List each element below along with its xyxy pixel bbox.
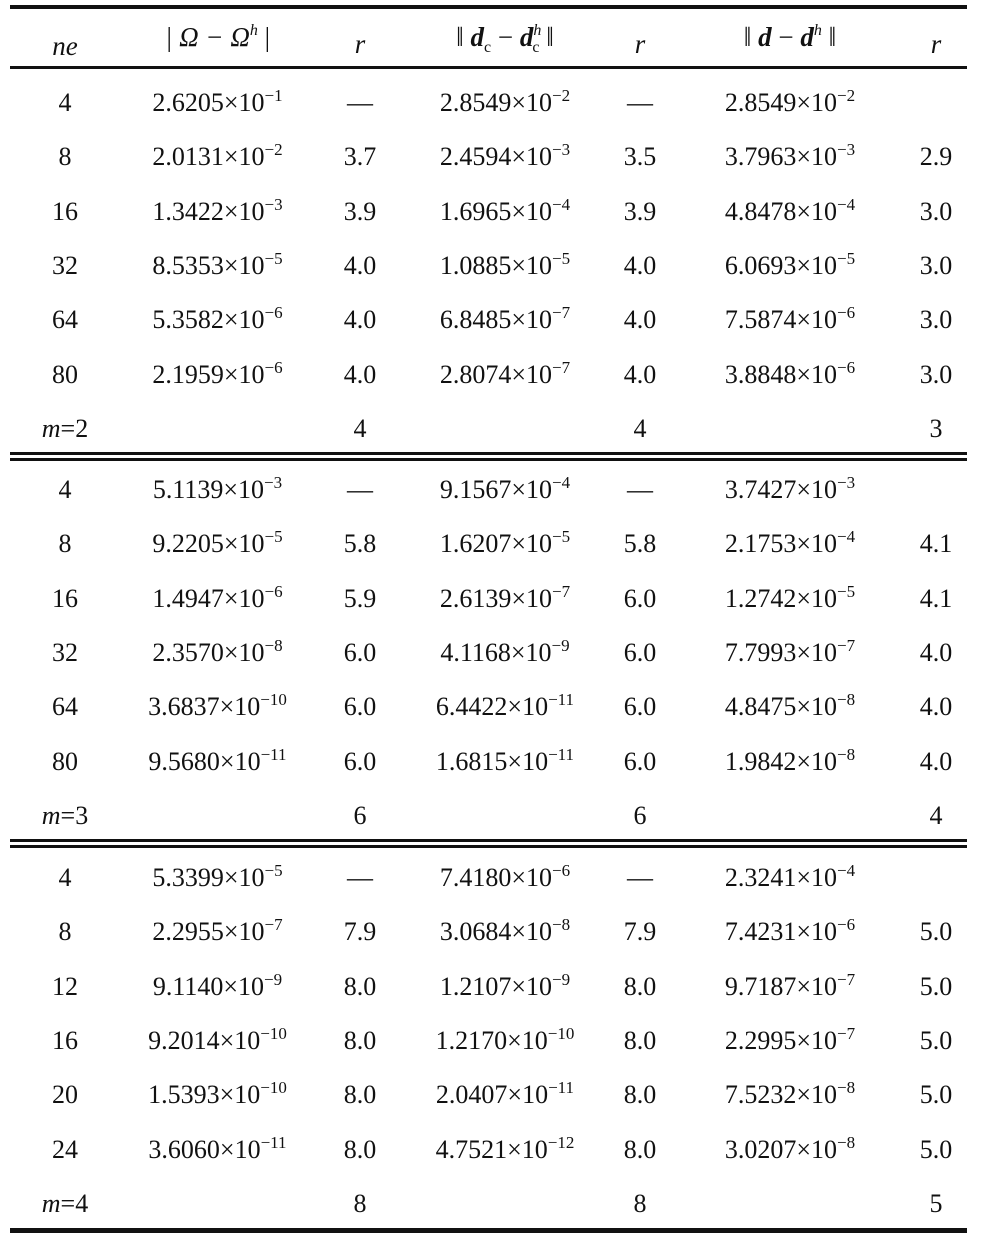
cell-dc-error: [405, 463, 605, 517]
cell-d-error: [675, 130, 905, 184]
cell-d-error-mantissa: 7.5874×10: [724, 305, 838, 335]
cell-d-error: [675, 239, 905, 293]
cell-dc-error-exponent: −7: [552, 357, 571, 377]
cell-omega-error-mantissa: 1.5393×10: [148, 1080, 261, 1110]
cell-d-error-mantissa: 3.8848×10: [724, 359, 838, 389]
cell-d-error: [675, 735, 905, 789]
cell-dc-error: [405, 348, 605, 402]
order-value: =4: [60, 1188, 89, 1218]
cell-dc-error-mantissa: 1.6207×10: [439, 529, 553, 559]
cell-omega-error-mantissa: 1.4947×10: [152, 583, 265, 613]
cell-ne: 80: [52, 746, 78, 776]
cell-rate-1: —: [347, 88, 373, 117]
cell-omega-error-exponent: −6: [264, 357, 283, 377]
cell-rate-1: 6.0: [343, 637, 377, 667]
summary-row: [10, 1177, 967, 1231]
cell-d-error-exponent: −8: [837, 1132, 856, 1152]
cell-rate-3: 3.0: [919, 359, 953, 389]
order-label: m=3: [41, 800, 89, 830]
cell-dc-error: [405, 517, 605, 571]
cell-rate-1: 5.9: [343, 583, 377, 613]
order-label: m=4: [41, 1188, 89, 1218]
cell-omega-error: [120, 680, 315, 734]
header-rule: [10, 66, 967, 69]
table-row: [10, 348, 967, 402]
cell-rate-1: 6.0: [343, 692, 377, 722]
cell-rate-2: 3.9: [623, 196, 657, 226]
cell-omega-error-mantissa: 5.1139×10: [152, 475, 265, 504]
cell-dc-error: [405, 293, 605, 347]
cell-dc-error-exponent: −5: [552, 527, 571, 547]
cell-dc-error-mantissa: 2.0407×10: [435, 1080, 549, 1110]
cell-d-error: [675, 185, 905, 239]
cell-d-error-exponent: −3: [837, 140, 856, 160]
cell-rate-2: 5.8: [623, 529, 657, 559]
cell-rate-3: [905, 463, 967, 517]
cell-dc-error: [405, 626, 605, 680]
header-d-error: ‖ $d - d^h$ ‖: [743, 22, 837, 52]
table-row: [10, 572, 967, 626]
cell-omega-error: [120, 517, 315, 571]
cell-ne: 16: [52, 196, 78, 226]
cell-dc-error-mantissa: 6.8485×10: [439, 305, 553, 335]
table-header: [10, 13, 967, 71]
cell-omega-error-exponent: −11: [260, 744, 287, 764]
cell-omega-error-exponent: −5: [264, 861, 283, 880]
table-row: [10, 239, 967, 293]
summary-row: [10, 402, 967, 456]
cell-rate-2: —: [627, 88, 653, 117]
cell-dc-error: [405, 905, 605, 959]
cell-omega-error: [120, 76, 315, 130]
cell-d-error: [675, 1068, 905, 1122]
cell-dc-error-mantissa: 7.4180×10: [439, 863, 553, 892]
cell-rate-1: 3.7: [343, 142, 377, 172]
table-row: [10, 960, 967, 1014]
cell-rate-3: 3.0: [919, 196, 953, 226]
top-rule: [10, 5, 967, 9]
cell-omega-error-mantissa: 3.6060×10: [148, 1134, 261, 1164]
cell-omega-error: [120, 626, 315, 680]
cell-ne: 80: [52, 359, 78, 389]
cell-dc-error: [405, 185, 605, 239]
cell-dc-error: [405, 239, 605, 293]
cell-ne: 4: [58, 88, 72, 117]
cell-omega-error-exponent: −6: [264, 581, 283, 601]
cell-rate-1: 5.8: [343, 529, 377, 559]
cell-rate-2: 8.0: [623, 971, 657, 1001]
cell-rate-1: 4.0: [343, 359, 377, 389]
cell-dc-error-exponent: −5: [552, 248, 571, 268]
cell-omega-error: [120, 463, 315, 517]
cell-dc-error-mantissa: 1.2170×10: [435, 1025, 548, 1055]
cell-dc-error-mantissa: 4.7521×10: [435, 1134, 548, 1164]
cell-d-error-exponent: −4: [837, 194, 856, 214]
cell-omega-error-mantissa: 5.3582×10: [152, 305, 265, 335]
cell-rate-2: 3.5: [623, 142, 657, 172]
table-row: [10, 1014, 967, 1068]
cell-rate-3: [905, 851, 967, 905]
header-rate-2: r: [634, 29, 646, 59]
cell-d-error-mantissa: 3.7427×10: [724, 475, 838, 504]
cell-d-error-exponent: −7: [837, 969, 856, 989]
cell-omega-error: [120, 851, 315, 905]
cell-rate-3: 5.0: [919, 971, 953, 1001]
cell-rate-3: 4.1: [919, 583, 953, 613]
cell-ne: 32: [52, 637, 78, 667]
table-row: [10, 1068, 967, 1122]
cell-omega-error-mantissa: 9.1140×10: [152, 971, 265, 1001]
cell-dc-error-mantissa: 1.2107×10: [439, 971, 553, 1001]
theoretical-rate-2: 6: [633, 800, 647, 830]
cell-omega-error-mantissa: 8.5353×10: [152, 250, 265, 280]
cell-omega-error-mantissa: 2.0131×10: [152, 142, 265, 172]
cell-d-error-mantissa: 1.9842×10: [724, 746, 838, 776]
cell-rate-1: 8.0: [343, 1025, 377, 1055]
cell-rate-3: 5.0: [919, 1080, 953, 1110]
header-omega-error: | $\Omega - \Omega^h$ |: [164, 22, 271, 52]
cell-d-error-mantissa: 9.7187×10: [724, 971, 838, 1001]
table-row: [10, 463, 967, 517]
cell-rate-1: 8.0: [343, 971, 377, 1001]
cell-dc-error-exponent: −9: [551, 635, 570, 655]
cell-rate-3: [905, 76, 967, 130]
table-row: [10, 1123, 967, 1177]
cell-ne: 32: [52, 250, 78, 280]
cell-d-error-mantissa: 2.1753×10: [724, 529, 838, 559]
cell-dc-error-exponent: −11: [548, 1078, 575, 1098]
cell-d-error: [675, 960, 905, 1014]
cell-d-error-exponent: −3: [837, 473, 856, 492]
cell-omega-error-exponent: −5: [264, 527, 283, 547]
cell-dc-error: [405, 76, 605, 130]
cell-omega-error-mantissa: 9.2205×10: [152, 529, 265, 559]
cell-omega-error-mantissa: 5.3399×10: [152, 863, 265, 892]
cell-ne: 8: [58, 917, 72, 947]
cell-dc-error: [405, 851, 605, 905]
order-value: =3: [60, 800, 89, 830]
cell-omega-error-exponent: −10: [260, 1078, 287, 1098]
cell-d-error-exponent: −8: [837, 744, 856, 764]
cell-d-error-mantissa: 2.3241×10: [724, 863, 838, 892]
table-row: [10, 130, 967, 184]
cell-dc-error-exponent: −9: [552, 969, 571, 989]
cell-omega-error: [120, 1123, 315, 1177]
cell-rate-1: 8.0: [343, 1080, 377, 1110]
cell-d-error-mantissa: 3.7963×10: [724, 142, 838, 172]
cell-d-error-exponent: −8: [837, 1078, 856, 1098]
cell-omega-error-exponent: −10: [260, 690, 287, 710]
cell-dc-error-mantissa: 6.4422×10: [435, 692, 549, 722]
cell-d-error: [675, 851, 905, 905]
cell-d-error: [675, 626, 905, 680]
cell-dc-error-exponent: −3: [552, 140, 571, 160]
cell-d-error-exponent: −4: [837, 527, 856, 547]
cell-rate-2: 6.0: [623, 637, 657, 667]
cell-rate-1: 4.0: [343, 250, 377, 280]
cell-d-error-mantissa: 7.4231×10: [724, 917, 838, 947]
cell-omega-error-mantissa: 3.6837×10: [148, 692, 261, 722]
cell-dc-error-exponent: −4: [552, 194, 571, 214]
cell-dc-error: [405, 1123, 605, 1177]
cell-dc-error-mantissa: 2.6139×10: [439, 583, 553, 613]
table-row: [10, 185, 967, 239]
cell-d-error-exponent: −5: [837, 581, 856, 601]
header-dc-error: ‖ $d_c - d^h_c$ ‖: [456, 22, 554, 56]
cell-omega-error-exponent: −3: [264, 473, 283, 492]
cell-omega-error-exponent: −11: [260, 1132, 287, 1152]
cell-omega-error-exponent: −1: [264, 86, 283, 105]
summary-row: [10, 789, 967, 843]
table-row: [10, 851, 967, 905]
order-label: m=2: [41, 413, 89, 443]
cell-d-error-exponent: −6: [837, 357, 856, 377]
cell-rate-3: 4.0: [919, 692, 953, 722]
cell-omega-error-mantissa: 9.5680×10: [148, 746, 261, 776]
cell-ne: 64: [52, 692, 78, 722]
cell-rate-3: 5.0: [919, 1025, 953, 1055]
theoretical-rate-2: 8: [633, 1188, 647, 1218]
cell-dc-error-exponent: −4: [552, 473, 571, 492]
cell-ne: 16: [52, 1025, 78, 1055]
cell-dc-error-exponent: −10: [547, 1023, 575, 1043]
cell-omega-error: [120, 735, 315, 789]
cell-dc-error: [405, 960, 605, 1014]
cell-rate-1: 6.0: [343, 746, 377, 776]
cell-omega-error-mantissa: 2.2955×10: [152, 917, 265, 947]
cell-dc-error-exponent: −7: [552, 303, 571, 323]
cell-omega-error: [120, 185, 315, 239]
cell-rate-1: 3.9: [343, 196, 377, 226]
cell-omega-error: [120, 905, 315, 959]
cell-omega-error: [120, 348, 315, 402]
cell-d-error-mantissa: 2.2995×10: [724, 1025, 838, 1055]
cell-rate-3: 4.1: [919, 529, 953, 559]
cell-rate-1: —: [347, 863, 373, 892]
cell-rate-2: 8.0: [623, 1080, 657, 1110]
cell-d-error: [675, 517, 905, 571]
cell-d-error-exponent: −2: [837, 86, 856, 105]
cell-d-error-exponent: −6: [837, 915, 856, 935]
table-row: [10, 680, 967, 734]
cell-rate-3: 5.0: [919, 917, 953, 947]
cell-omega-error: [120, 1068, 315, 1122]
cell-d-error: [675, 348, 905, 402]
theoretical-rate-1: 8: [353, 1188, 367, 1218]
cell-ne: 8: [58, 529, 72, 559]
cell-d-error-mantissa: 6.0693×10: [724, 250, 838, 280]
cell-ne: 12: [52, 971, 78, 1001]
cell-d-error: [675, 1014, 905, 1068]
cell-omega-error-exponent: −9: [264, 969, 283, 989]
cell-d-error-exponent: −7: [837, 1023, 856, 1043]
cell-rate-3: 3.0: [919, 250, 953, 280]
cell-d-error-exponent: −7: [837, 635, 856, 655]
cell-d-error-exponent: −8: [837, 690, 856, 710]
cell-rate-3: 2.9: [919, 142, 953, 172]
cell-omega-error-exponent: −8: [264, 635, 283, 655]
cell-ne: 8: [58, 142, 72, 172]
cell-omega-error-mantissa: 1.3422×10: [152, 196, 265, 226]
cell-dc-error-mantissa: 1.0885×10: [439, 250, 553, 280]
cell-d-error: [675, 76, 905, 130]
cell-rate-3: 5.0: [919, 1134, 953, 1164]
cell-d-error-exponent: −5: [837, 248, 856, 268]
table-row: [10, 293, 967, 347]
cell-ne: 20: [52, 1080, 78, 1110]
cell-ne: 24: [52, 1134, 78, 1164]
cell-dc-error: [405, 735, 605, 789]
cell-rate-2: 6.0: [623, 583, 657, 613]
cell-dc-error-mantissa: 2.8074×10: [439, 359, 553, 389]
cell-d-error-mantissa: 1.2742×10: [724, 583, 838, 613]
cell-omega-error: [120, 130, 315, 184]
cell-d-error: [675, 572, 905, 626]
cell-omega-error: [120, 1014, 315, 1068]
cell-dc-error-exponent: −7: [552, 581, 571, 601]
theoretical-rate-3: 3: [929, 413, 943, 443]
theoretical-rate-3: 4: [929, 800, 943, 830]
cell-rate-2: 8.0: [623, 1134, 657, 1164]
cell-omega-error: [120, 572, 315, 626]
table-row: [10, 517, 967, 571]
cell-dc-error-mantissa: 1.6965×10: [439, 196, 553, 226]
cell-d-error: [675, 463, 905, 517]
cell-d-error-mantissa: 7.7993×10: [724, 637, 838, 667]
header-ne: ne: [52, 31, 78, 61]
cell-omega-error: [120, 239, 315, 293]
cell-rate-2: 6.0: [623, 692, 657, 722]
order-value: =2: [60, 413, 89, 443]
cell-dc-error-exponent: −8: [552, 915, 571, 935]
block-double-rule-bottom: [10, 458, 967, 461]
cell-rate-2: 8.0: [623, 1025, 657, 1055]
cell-d-error-mantissa: 4.8475×10: [724, 692, 838, 722]
table-row: [10, 626, 967, 680]
cell-omega-error-exponent: −10: [260, 1023, 287, 1043]
cell-rate-3: 4.0: [919, 637, 953, 667]
cell-dc-error-mantissa: 1.6815×10: [435, 746, 549, 776]
cell-omega-error-exponent: −7: [264, 915, 283, 935]
cell-omega-error: [120, 960, 315, 1014]
block-double-rule-bottom: [10, 845, 967, 848]
cell-rate-2: 4.0: [623, 305, 657, 335]
cell-rate-2: 6.0: [623, 746, 657, 776]
cell-dc-error: [405, 572, 605, 626]
cell-rate-2: —: [627, 863, 653, 892]
cell-omega-error-exponent: −6: [264, 303, 283, 323]
cell-dc-error: [405, 680, 605, 734]
bottom-rule: [10, 1228, 967, 1233]
header-rate-3: r: [930, 29, 942, 59]
cell-d-error: [675, 905, 905, 959]
cell-dc-error-mantissa: 4.1168×10: [440, 637, 552, 667]
cell-rate-1: 8.0: [343, 1134, 377, 1164]
table-row: [10, 905, 967, 959]
cell-rate-1: 7.9: [343, 917, 377, 947]
cell-d-error-exponent: −4: [837, 861, 856, 880]
cell-dc-error: [405, 1068, 605, 1122]
theoretical-rate-1: 6: [353, 800, 367, 830]
cell-dc-error-exponent: −11: [548, 690, 575, 710]
theoretical-rate-1: 4: [353, 413, 367, 443]
cell-rate-1: —: [347, 475, 373, 504]
cell-dc-error-mantissa: 2.8549×10: [439, 88, 553, 117]
block-double-rule-top: [10, 839, 967, 842]
cell-omega-error-exponent: −2: [264, 140, 283, 160]
cell-dc-error: [405, 1014, 605, 1068]
cell-rate-2: 7.9: [623, 917, 657, 947]
cell-dc-error-exponent: −11: [548, 744, 575, 764]
cell-dc-error-mantissa: 9.1567×10: [439, 475, 553, 504]
cell-dc-error-exponent: −2: [552, 86, 571, 105]
header-rate-1: r: [354, 29, 366, 59]
cell-d-error: [675, 1123, 905, 1177]
cell-ne: 4: [58, 863, 72, 892]
cell-omega-error: [120, 293, 315, 347]
cell-rate-2: —: [627, 475, 653, 504]
cell-dc-error-mantissa: 3.0684×10: [439, 917, 553, 947]
cell-dc-error-exponent: −12: [547, 1132, 575, 1152]
cell-rate-2: 4.0: [623, 359, 657, 389]
cell-rate-1: 4.0: [343, 305, 377, 335]
cell-omega-error-mantissa: 2.6205×10: [152, 88, 265, 117]
cell-d-error-exponent: −6: [837, 303, 856, 323]
cell-omega-error-exponent: −3: [264, 194, 283, 214]
table-row: [10, 76, 967, 130]
cell-omega-error-mantissa: 9.2014×10: [148, 1025, 261, 1055]
cell-d-error-mantissa: 2.8549×10: [724, 88, 838, 117]
cell-d-error-mantissa: 7.5232×10: [724, 1080, 838, 1110]
theoretical-rate-2: 4: [633, 413, 647, 443]
cell-dc-error-mantissa: 2.4594×10: [439, 142, 553, 172]
cell-omega-error-mantissa: 2.1959×10: [152, 359, 265, 389]
cell-ne: 64: [52, 305, 78, 335]
cell-omega-error-mantissa: 2.3570×10: [152, 637, 265, 667]
cell-d-error: [675, 293, 905, 347]
cell-d-error-mantissa: 3.0207×10: [724, 1134, 838, 1164]
cell-ne: 16: [52, 583, 78, 613]
cell-dc-error: [405, 130, 605, 184]
block-double-rule-top: [10, 452, 967, 455]
cell-d-error: [675, 680, 905, 734]
cell-ne: 4: [58, 475, 72, 504]
cell-rate-2: 4.0: [623, 250, 657, 280]
cell-rate-3: 4.0: [919, 746, 953, 776]
cell-dc-error-exponent: −6: [552, 861, 571, 880]
cell-omega-error-exponent: −5: [264, 248, 283, 268]
cell-d-error-mantissa: 4.8478×10: [724, 196, 838, 226]
cell-rate-3: 3.0: [919, 305, 953, 335]
theoretical-rate-3: 5: [929, 1188, 943, 1218]
table-row: [10, 735, 967, 789]
